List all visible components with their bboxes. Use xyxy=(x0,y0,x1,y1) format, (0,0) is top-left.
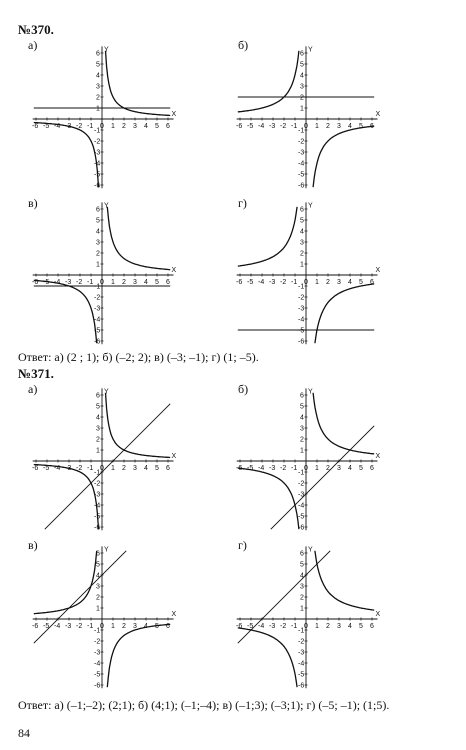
x-axis-label: X xyxy=(375,453,381,460)
p370-label-v: в) xyxy=(28,196,38,210)
x-tick-label: -5 xyxy=(247,279,254,286)
x-tick-label: -3 xyxy=(269,123,276,130)
p371-label-a: а) xyxy=(28,382,38,396)
p370-graph-b xyxy=(232,46,392,190)
y-tick-label: 2 xyxy=(300,250,304,258)
y-tick-label: -5 xyxy=(298,171,305,179)
y-tick-label: -4 xyxy=(298,316,305,324)
x-tick-label: 0 xyxy=(100,623,104,630)
y-tick-label: -1 xyxy=(94,283,101,291)
y-tick-label: -4 xyxy=(94,316,101,324)
y-tick-label: 5 xyxy=(96,61,100,69)
x-tick-label: 2 xyxy=(122,623,126,630)
y-tick-label: -5 xyxy=(94,671,101,679)
x-tick-label: -1 xyxy=(291,623,298,630)
x-tick-label: 5 xyxy=(155,465,159,472)
x-tick-label: -2 xyxy=(76,623,83,630)
y-tick-label: -6 xyxy=(94,338,101,346)
hyperbola-left-branch xyxy=(238,468,299,529)
x-axis-label: X xyxy=(375,611,381,618)
x-tick-label: -1 xyxy=(87,623,94,630)
x-tick-label: -6 xyxy=(32,465,39,472)
y-tick-label: 5 xyxy=(96,403,100,411)
hyperbola-right-branch xyxy=(106,393,171,458)
x-tick-label: -1 xyxy=(291,123,298,130)
y-tick-label: -2 xyxy=(94,638,101,646)
x-tick-label: 2 xyxy=(326,623,330,630)
x-tick-label: -6 xyxy=(32,623,39,630)
y-tick-label: -1 xyxy=(298,469,305,477)
straight-line xyxy=(45,404,170,529)
x-tick-label: 5 xyxy=(155,123,159,130)
x-tick-label: -1 xyxy=(87,279,94,286)
x-tick-label: 0 xyxy=(100,465,104,472)
x-tick-label: 0 xyxy=(304,123,308,130)
x-tick-label: 1 xyxy=(315,465,319,472)
y-tick-label: 3 xyxy=(300,583,304,591)
x-tick-label: 1 xyxy=(315,123,319,130)
y-tick-label: 1 xyxy=(300,105,304,113)
p371-label-b: б) xyxy=(238,382,249,396)
hyperbola-left-branch xyxy=(34,123,99,188)
x-tick-label: -5 xyxy=(247,123,254,130)
y-axis-label: Y xyxy=(308,388,313,396)
x-tick-label: 6 xyxy=(166,465,170,472)
x-tick-label: -2 xyxy=(76,279,83,286)
x-tick-label: 2 xyxy=(122,279,126,286)
y-tick-label: 3 xyxy=(300,425,304,433)
y-tick-label: 4 xyxy=(96,572,100,580)
x-tick-label: 5 xyxy=(359,279,363,286)
x-tick-label: 2 xyxy=(122,123,126,130)
y-tick-label: 4 xyxy=(300,414,304,422)
y-tick-label: 6 xyxy=(96,50,100,58)
x-tick-label: 6 xyxy=(166,279,170,286)
x-tick-label: 4 xyxy=(348,623,352,630)
y-tick-label: 6 xyxy=(300,392,304,400)
x-tick-label: -3 xyxy=(269,279,276,286)
x-tick-label: 4 xyxy=(144,279,148,286)
y-tick-label: 4 xyxy=(96,228,100,236)
y-tick-label: -5 xyxy=(298,513,305,521)
x-tick-label: 5 xyxy=(359,465,363,472)
y-tick-label: -3 xyxy=(298,649,305,657)
x-tick-label: -5 xyxy=(247,465,254,472)
y-tick-label: 2 xyxy=(300,94,304,102)
y-tick-label: -5 xyxy=(298,327,305,335)
p370-answer: Ответ: а) (2 ; 1); б) (–2; 2); в) (–3; –1); г) (1; –5). xyxy=(18,350,259,364)
y-tick-label: 5 xyxy=(300,217,304,225)
y-tick-label: 4 xyxy=(96,72,100,80)
y-tick-label: 2 xyxy=(96,436,100,444)
hyperbola-left-branch xyxy=(34,280,97,343)
p371-answer: Ответ: а) (–1;–2); (2;1); б) (4;1); (–1;–4); в) (–1;3); (–3;1); г) (–5; –1); (1;5). xyxy=(18,698,390,712)
x-tick-label: -6 xyxy=(236,465,243,472)
x-tick-label: 4 xyxy=(144,465,148,472)
y-tick-label: -2 xyxy=(298,638,305,646)
hyperbola-right-branch xyxy=(106,51,171,116)
y-tick-label: -3 xyxy=(94,305,101,313)
x-tick-label: 3 xyxy=(337,279,341,286)
y-tick-label: -2 xyxy=(298,138,305,146)
x-tick-label: 1 xyxy=(111,465,115,472)
x-tick-label: 3 xyxy=(337,465,341,472)
x-axis-label: X xyxy=(171,267,177,274)
hyperbola-left-branch xyxy=(238,207,297,266)
p371-graph-b xyxy=(232,388,392,532)
y-tick-label: 6 xyxy=(96,206,100,214)
y-tick-label: 5 xyxy=(300,403,304,411)
y-tick-label: -6 xyxy=(298,182,305,190)
x-tick-label: -2 xyxy=(280,465,287,472)
y-tick-label: 2 xyxy=(96,250,100,258)
x-tick-label: -4 xyxy=(258,123,265,130)
x-tick-label: -6 xyxy=(236,623,243,630)
x-tick-label: 3 xyxy=(337,623,341,630)
x-axis-label: X xyxy=(375,267,381,274)
x-tick-label: -4 xyxy=(258,465,265,472)
y-tick-label: 3 xyxy=(96,239,100,247)
hyperbola-left-branch xyxy=(238,51,299,112)
x-tick-label: 4 xyxy=(348,123,352,130)
x-tick-label: 2 xyxy=(122,465,126,472)
y-tick-label: -3 xyxy=(298,491,305,499)
y-tick-label: -4 xyxy=(94,160,101,168)
y-tick-label: 3 xyxy=(96,83,100,91)
x-tick-label: 4 xyxy=(144,123,148,130)
y-axis-label: Y xyxy=(308,46,313,54)
x-tick-label: -3 xyxy=(269,623,276,630)
straight-line xyxy=(271,426,374,529)
x-tick-label: 6 xyxy=(370,623,374,630)
p370-label-g: г) xyxy=(238,196,247,210)
x-tick-label: -3 xyxy=(269,465,276,472)
y-tick-label: 2 xyxy=(96,594,100,602)
hyperbola-right-branch xyxy=(313,126,374,187)
x-tick-label: -5 xyxy=(43,279,50,286)
y-tick-label: 5 xyxy=(96,561,100,569)
x-tick-label: -2 xyxy=(76,123,83,130)
x-tick-label: 1 xyxy=(111,123,115,130)
x-tick-label: -3 xyxy=(65,279,72,286)
x-axis-label: X xyxy=(171,453,177,460)
y-tick-label: 5 xyxy=(300,61,304,69)
y-tick-label: 1 xyxy=(96,105,100,113)
y-tick-label: 1 xyxy=(96,605,100,613)
p371-graph-g xyxy=(232,546,392,690)
hyperbola-right-branch xyxy=(313,393,374,454)
y-tick-label: 4 xyxy=(300,72,304,80)
y-tick-label: -5 xyxy=(94,171,101,179)
y-tick-label: -2 xyxy=(94,138,101,146)
x-tick-label: 2 xyxy=(326,279,330,286)
x-tick-label: -1 xyxy=(291,465,298,472)
x-tick-label: 1 xyxy=(111,279,115,286)
x-tick-label: 3 xyxy=(337,123,341,130)
y-tick-label: -2 xyxy=(298,480,305,488)
y-tick-label: 5 xyxy=(96,217,100,225)
x-tick-label: 2 xyxy=(326,123,330,130)
x-tick-label: -1 xyxy=(87,465,94,472)
x-tick-label: 6 xyxy=(370,465,374,472)
hyperbola-right-branch xyxy=(315,284,374,343)
y-tick-label: -3 xyxy=(94,149,101,157)
y-tick-label: -1 xyxy=(94,469,101,477)
y-tick-label: -3 xyxy=(298,149,305,157)
x-tick-label: 5 xyxy=(155,623,159,630)
x-tick-label: 6 xyxy=(370,279,374,286)
y-tick-label: -3 xyxy=(94,649,101,657)
x-tick-label: 1 xyxy=(315,623,319,630)
p370-graph-a xyxy=(28,46,188,190)
x-tick-label: -4 xyxy=(54,279,61,286)
y-tick-label: -5 xyxy=(298,671,305,679)
y-tick-label: 3 xyxy=(300,239,304,247)
y-axis-label: Y xyxy=(104,546,109,554)
x-axis-label: X xyxy=(375,111,381,118)
x-tick-label: 4 xyxy=(144,623,148,630)
y-tick-label: 2 xyxy=(300,436,304,444)
x-tick-label: 0 xyxy=(100,123,104,130)
x-tick-label: 2 xyxy=(326,465,330,472)
page-number: 84 xyxy=(18,726,30,740)
y-tick-label: -3 xyxy=(94,491,101,499)
y-tick-label: 6 xyxy=(300,550,304,558)
x-tick-label: -2 xyxy=(76,465,83,472)
y-tick-label: 1 xyxy=(300,447,304,455)
p371-graph-v xyxy=(28,546,188,690)
y-tick-label: -5 xyxy=(94,513,101,521)
x-tick-label: -4 xyxy=(54,465,61,472)
x-tick-label: -2 xyxy=(280,623,287,630)
y-tick-label: -6 xyxy=(298,338,305,346)
x-tick-label: 6 xyxy=(166,123,170,130)
x-tick-label: -4 xyxy=(258,279,265,286)
x-tick-label: -3 xyxy=(65,465,72,472)
y-tick-label: 3 xyxy=(96,425,100,433)
hyperbola-right-branch xyxy=(107,624,170,687)
y-tick-label: -2 xyxy=(94,480,101,488)
y-tick-label: -1 xyxy=(94,627,101,635)
y-tick-label: -6 xyxy=(94,182,101,190)
y-tick-label: -4 xyxy=(298,660,305,668)
y-tick-label: 6 xyxy=(300,206,304,214)
x-tick-label: -2 xyxy=(280,279,287,286)
x-tick-label: 4 xyxy=(348,279,352,286)
y-tick-label: -6 xyxy=(94,524,101,532)
x-tick-label: -5 xyxy=(43,623,50,630)
y-axis-label: Y xyxy=(104,46,109,54)
y-tick-label: 3 xyxy=(96,583,100,591)
x-tick-label: 5 xyxy=(359,123,363,130)
x-tick-label: 0 xyxy=(100,279,104,286)
y-tick-label: -5 xyxy=(94,327,101,335)
y-tick-label: 1 xyxy=(300,605,304,613)
x-tick-label: 6 xyxy=(370,123,374,130)
x-tick-label: -5 xyxy=(43,123,50,130)
x-tick-label: -6 xyxy=(32,123,39,130)
y-axis-label: Y xyxy=(104,388,109,396)
y-tick-label: 5 xyxy=(300,561,304,569)
y-tick-label: 4 xyxy=(96,414,100,422)
x-tick-label: 1 xyxy=(111,623,115,630)
y-tick-label: -2 xyxy=(298,294,305,302)
y-tick-label: 1 xyxy=(96,447,100,455)
x-tick-label: 5 xyxy=(155,279,159,286)
y-tick-label: 1 xyxy=(300,261,304,269)
p370-graph-g xyxy=(232,202,392,346)
x-tick-label: -6 xyxy=(236,123,243,130)
x-tick-label: -3 xyxy=(65,623,72,630)
x-tick-label: 3 xyxy=(133,123,137,130)
x-tick-label: -4 xyxy=(258,623,265,630)
x-tick-label: 1 xyxy=(315,279,319,286)
y-tick-label: -1 xyxy=(94,127,101,135)
x-axis-label: X xyxy=(171,611,177,618)
x-tick-label: 6 xyxy=(166,623,170,630)
p371-label-g: г) xyxy=(238,538,247,552)
x-tick-label: -1 xyxy=(87,123,94,130)
y-tick-label: 1 xyxy=(96,261,100,269)
y-tick-label: -4 xyxy=(298,160,305,168)
p371-label-v: в) xyxy=(28,538,38,552)
y-tick-label: 3 xyxy=(300,83,304,91)
x-tick-label: -5 xyxy=(247,623,254,630)
hyperbola-right-branch xyxy=(315,551,374,610)
hyperbola-left-branch xyxy=(34,465,99,530)
y-axis-label: Y xyxy=(308,546,313,554)
y-tick-label: -1 xyxy=(298,127,305,135)
x-tick-label: -2 xyxy=(280,123,287,130)
x-tick-label: 3 xyxy=(133,465,137,472)
y-tick-label: -4 xyxy=(298,502,305,510)
y-tick-label: -6 xyxy=(298,682,305,690)
x-tick-label: 0 xyxy=(304,465,308,472)
p370-label-b: б) xyxy=(238,38,249,52)
problem-371-title: №371. xyxy=(18,366,54,381)
x-tick-label: 0 xyxy=(304,279,308,286)
y-tick-label: 6 xyxy=(300,50,304,58)
p370-label-a: а) xyxy=(28,38,38,52)
y-axis-label: Y xyxy=(308,202,313,210)
x-tick-label: -4 xyxy=(54,123,61,130)
y-tick-label: -4 xyxy=(94,660,101,668)
y-tick-label: 2 xyxy=(96,94,100,102)
y-tick-label: -6 xyxy=(298,524,305,532)
x-axis-label: X xyxy=(171,111,177,118)
y-tick-label: -2 xyxy=(94,294,101,302)
p371-graph-a xyxy=(28,388,188,532)
x-tick-label: -6 xyxy=(236,279,243,286)
p370-graph-v xyxy=(28,202,188,346)
x-tick-label: 4 xyxy=(348,465,352,472)
x-tick-label: -6 xyxy=(32,279,39,286)
x-tick-label: 5 xyxy=(359,623,363,630)
x-tick-label: -1 xyxy=(291,279,298,286)
problem-370-title: №370. xyxy=(18,22,54,37)
hyperbola-left-branch xyxy=(238,628,297,687)
y-tick-label: 6 xyxy=(96,392,100,400)
x-tick-label: -4 xyxy=(54,623,61,630)
y-tick-label: -3 xyxy=(298,305,305,313)
x-tick-label: -5 xyxy=(43,465,50,472)
y-tick-label: 4 xyxy=(300,572,304,580)
y-tick-label: -1 xyxy=(298,627,305,635)
x-tick-label: 0 xyxy=(304,623,308,630)
hyperbola-left-branch xyxy=(34,551,97,614)
y-tick-label: 2 xyxy=(300,594,304,602)
y-tick-label: -4 xyxy=(94,502,101,510)
y-tick-label: -6 xyxy=(94,682,101,690)
hyperbola-right-branch xyxy=(107,207,170,270)
y-tick-label: -1 xyxy=(298,283,305,291)
y-tick-label: 6 xyxy=(96,550,100,558)
y-axis-label: Y xyxy=(104,202,109,210)
x-tick-label: -3 xyxy=(65,123,72,130)
y-tick-label: 4 xyxy=(300,228,304,236)
x-tick-label: 3 xyxy=(133,279,137,286)
x-tick-label: 3 xyxy=(133,623,137,630)
